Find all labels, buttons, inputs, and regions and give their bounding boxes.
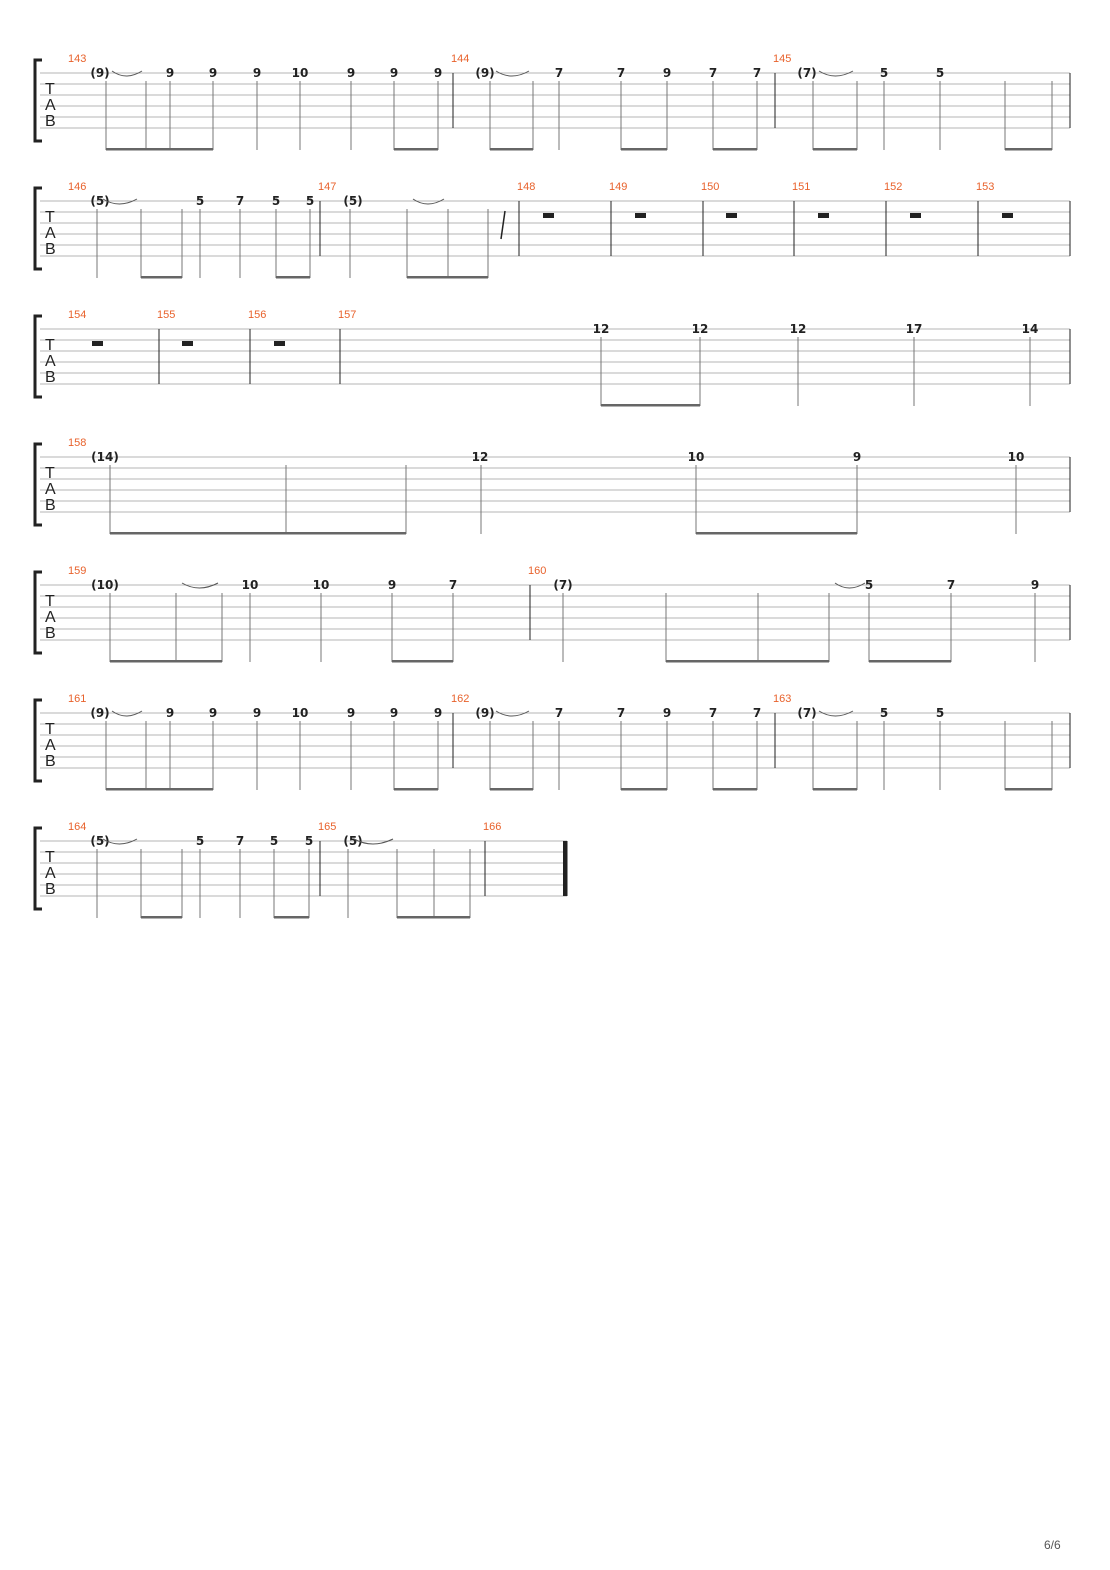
note-beam [601,404,700,407]
fret-number: 7 [708,66,718,80]
measure-number: 155 [157,309,176,321]
fret-number: 7 [708,706,718,720]
note-beam [1005,148,1052,151]
measure-number: 164 [68,821,87,833]
tab-clef-letter: T [45,337,55,354]
fret-number: 7 [554,66,564,80]
note-beam [110,532,286,535]
fret-number: 7 [448,578,458,592]
tab-system [35,821,567,919]
tab-system [35,437,1070,535]
fret-number: (5) [90,194,110,208]
fret-number: 9 [165,706,175,720]
tab-clef-letter: A [45,353,56,370]
fret-number: 12 [471,450,489,464]
system-bracket [35,316,42,397]
fret-number: (5) [343,834,363,848]
fret-number: 9 [387,578,397,592]
fret-number: 10 [312,578,330,592]
fret-number: 10 [241,578,259,592]
fret-number: 7 [235,834,245,848]
tab-clef-letter: B [45,625,56,642]
fret-number: (10) [91,578,119,592]
note-beam [274,916,309,919]
fret-number: 7 [616,66,626,80]
note-beam [666,660,829,663]
fret-number: 5 [305,194,315,208]
fret-number: 9 [433,66,443,80]
fret-number: (14) [91,450,119,464]
measure-number: 160 [528,565,547,577]
note-beam [141,276,182,279]
system-bracket [35,700,42,781]
tab-clef-letter: B [45,881,56,898]
fret-number: 5 [304,834,314,848]
measure-number: 156 [248,309,267,321]
tab-clef-letter: A [45,609,56,626]
measure-number: 166 [483,821,502,833]
measure-number: 151 [792,181,811,193]
tab-clef-letter: T [45,81,55,98]
system-bracket [35,188,42,269]
fret-number: 9 [662,706,672,720]
system-bracket [35,572,42,653]
measure-number: 161 [68,693,87,705]
note-beam [407,276,488,279]
tab-clef-letter: T [45,593,55,610]
fret-number: 10 [291,66,309,80]
measure-number: 157 [338,309,357,321]
fret-number: 5 [879,66,889,80]
fret-number: 5 [195,194,205,208]
tab-clef-letter: B [45,497,56,514]
fret-number: 5 [195,834,205,848]
measure-number: 154 [68,309,87,321]
rest-symbol [182,341,193,346]
rest-symbol [818,213,829,218]
note-beam [813,788,857,791]
fret-number: 7 [752,66,762,80]
fret-number: 9 [208,706,218,720]
fret-number: 5 [879,706,889,720]
fret-number: 9 [852,450,862,464]
fret-number: 10 [1007,450,1025,464]
measure-number: 153 [976,181,995,193]
note-beam [106,788,213,791]
tab-clef-letter: A [45,865,56,882]
measure-number: 163 [773,693,792,705]
note-beam [106,148,213,151]
rest-symbol [92,341,103,346]
final-barline [563,841,567,896]
note-beam [141,916,182,919]
fret-number: 9 [662,66,672,80]
tab-clef-letter: T [45,209,55,226]
fret-number: (9) [475,66,495,80]
rest-symbol [910,213,921,218]
note-beam [397,916,470,919]
system-bracket [35,444,42,525]
fret-number: 9 [346,706,356,720]
tab-system [35,181,1070,279]
note-beam [394,148,438,151]
measure-number: 158 [68,437,87,449]
note-beam [696,532,857,535]
tab-system [35,309,1070,407]
fret-number: 10 [687,450,705,464]
fret-number: 7 [616,706,626,720]
system-bracket [35,828,42,909]
fret-number: 9 [433,706,443,720]
tab-clef-letter: T [45,465,55,482]
note-beam [286,532,406,535]
note-beam [110,660,222,663]
note-beam [276,276,310,279]
fret-number: 17 [905,322,923,336]
note-beam [490,148,533,151]
rest-symbol [726,213,737,218]
fret-number: (5) [343,194,363,208]
measure-number: 146 [68,181,87,193]
fret-number: 9 [346,66,356,80]
fret-number: 7 [946,578,956,592]
rest-symbol [1002,213,1013,218]
fret-number: 9 [252,706,262,720]
tab-clef-letter: A [45,481,56,498]
tab-clef-letter: A [45,97,56,114]
fret-number: 9 [165,66,175,80]
note-beam [490,788,533,791]
fret-number: 5 [269,834,279,848]
rest-symbol [501,211,505,239]
note-beam [621,148,667,151]
tab-clef-letter: B [45,113,56,130]
measure-number: 152 [884,181,903,193]
note-beam [713,148,757,151]
note-beam [392,660,453,663]
fret-number: (5) [90,834,110,848]
tab-clef-letter: B [45,369,56,386]
fret-number: 9 [389,706,399,720]
fret-number: 9 [389,66,399,80]
fret-number: 12 [789,322,807,336]
tab-clef-letter: T [45,849,55,866]
tab-system [35,53,1070,151]
fret-number: (9) [90,706,110,720]
measure-number: 165 [318,821,337,833]
note-beam [869,660,951,663]
tab-clef-letter: A [45,225,56,242]
fret-number: (9) [475,706,495,720]
fret-number: (7) [797,706,817,720]
fret-number: 12 [592,322,610,336]
fret-number: 7 [752,706,762,720]
rest-symbol [635,213,646,218]
measure-number: 162 [451,693,470,705]
tab-clef-letter: B [45,753,56,770]
fret-number: 5 [935,66,945,80]
fret-number: 12 [691,322,709,336]
fret-number: 10 [291,706,309,720]
tab-clef-letter: T [45,721,55,738]
tab-clef-letter: A [45,737,56,754]
fret-number: 9 [1030,578,1040,592]
rest-symbol [274,341,285,346]
tab-clef-letter: B [45,241,56,258]
fret-number: 9 [208,66,218,80]
tab-system [35,693,1070,791]
measure-number: 150 [701,181,720,193]
rest-symbol [543,213,554,218]
measure-number: 159 [68,565,87,577]
fret-number: (9) [90,66,110,80]
measure-number: 148 [517,181,536,193]
measure-number: 147 [318,181,337,193]
fret-number: 5 [864,578,874,592]
fret-number: 14 [1021,322,1039,336]
note-beam [394,788,438,791]
fret-number: (7) [553,578,573,592]
note-beam [813,148,857,151]
fret-number: 5 [271,194,281,208]
fret-number: 7 [554,706,564,720]
measure-number: 143 [68,53,87,65]
measure-number: 145 [773,53,792,65]
fret-number: 5 [935,706,945,720]
tab-system [35,565,1070,663]
note-beam [713,788,757,791]
fret-number: (7) [797,66,817,80]
measure-number: 144 [451,53,470,65]
note-beam [1005,788,1052,791]
fret-number: 7 [235,194,245,208]
note-beam [621,788,667,791]
measure-number: 149 [609,181,628,193]
system-bracket [35,60,42,141]
page-number: 6/6 [1044,1538,1061,1552]
fret-number: 9 [252,66,262,80]
